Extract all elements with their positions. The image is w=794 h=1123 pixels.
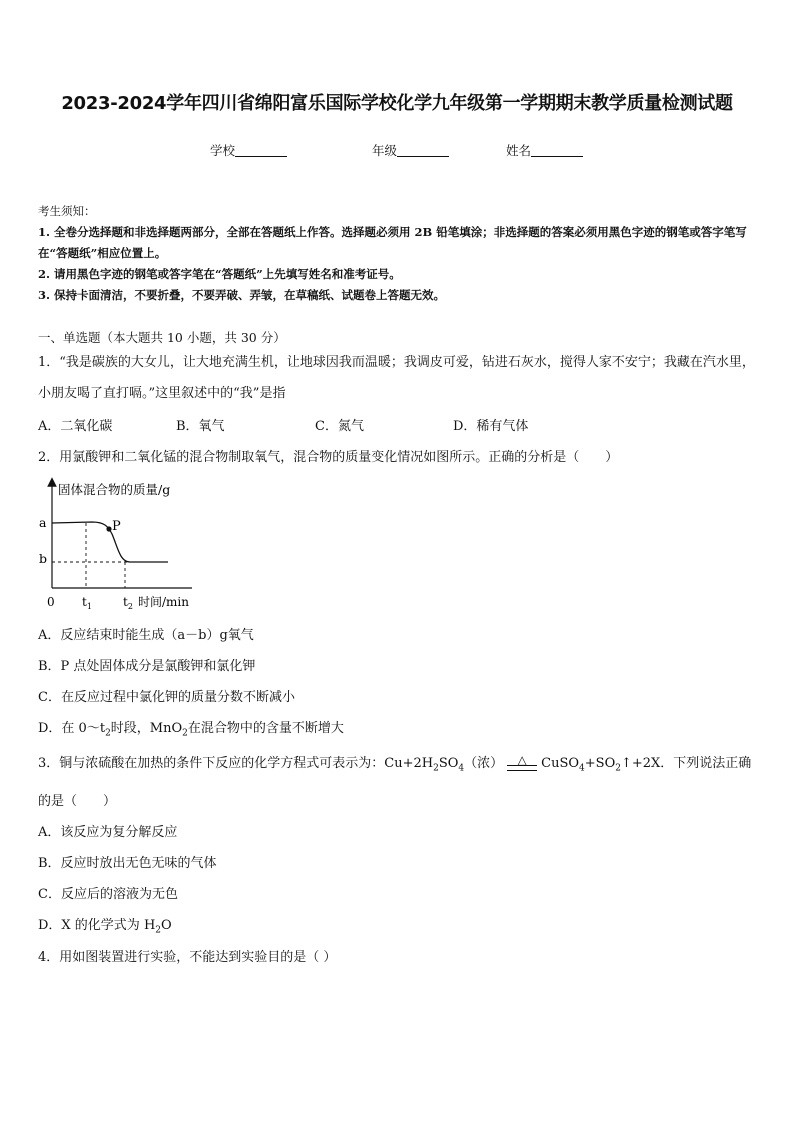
q3-option-b[interactable]: B．反应时放出无色无味的气体 — [38, 856, 217, 871]
a-label: a — [39, 515, 47, 530]
grade-field — [372, 141, 449, 159]
q1-option-a[interactable]: A．二氧化碳 — [38, 419, 113, 434]
q1-option-b[interactable]: B．氧气 — [176, 419, 225, 434]
q2-option-d[interactable]: D．在 $0\sim t_2$时段，MnO$_2$在混合物中的含量不断增大 — [38, 721, 344, 739]
t2-label: $t_2$ — [123, 595, 133, 611]
q3-option-d[interactable]: D．X 的化学式为 $H_2O$ — [38, 918, 172, 936]
name-field — [506, 141, 583, 159]
q3-option-a[interactable]: A．该反应为复分解反应 — [38, 825, 178, 840]
name-blank[interactable] — [531, 144, 583, 157]
section-heading: 一、单选题（本大题共 10 小题，共 30 分） — [38, 330, 286, 345]
q2-option-a[interactable]: A．反应结束时能生成（a－b）g氧气 — [38, 628, 254, 643]
origin-label: 0 — [47, 595, 55, 609]
heat-reaction-sign: △ — [505, 756, 539, 771]
y-axis-label: 固体混合物的质量/g — [58, 482, 171, 497]
grade-label: 年级 — [372, 143, 398, 158]
x-axis-label: 时间/min — [138, 595, 189, 609]
notice-item-2: 2. 请用黑色字迹的钢笔或答字笔在“答题纸”上先填写姓名和准考证号。 — [38, 267, 401, 281]
point-p — [106, 526, 111, 531]
question-1-stem: 1．“我是碳族的大女儿，让大地充满生机，让地球因我而温暖；我调皮可爱，钻进石灰水，搅得人家不安宁；我藏在汽水里，小朋友喝了直打嗝。”这里叙述中的“我”是指 — [38, 355, 755, 401]
q2-option-c[interactable]: C．在反应过程中氯化钾的质量分数不断减小 — [38, 690, 295, 705]
t1-label: $t_1$ — [82, 595, 92, 611]
exam-title: 2023-2024学年四川省绵阳富乐国际学校化学九年级第一学期期末教学质量检测试题 — [61, 93, 733, 114]
name-label: 姓名 — [506, 143, 532, 158]
q2-option-b[interactable]: B．P 点处固体成分是氯酸钾和氯化钾 — [38, 659, 256, 674]
q3-option-c[interactable]: C．反应后的溶液为无色 — [38, 887, 178, 902]
notice-item-1: 1. 全卷分选择题和非选择题两部分，全部在答题纸上作答。选择题必须用 2B 铅笔填涂；非选择题的答案必须用黑色字迹的钢笔或答字笔写在“答题纸”相应位置上。 — [38, 225, 747, 260]
q1-option-d[interactable]: D．稀有气体 — [453, 419, 529, 434]
notice-heading: 考生须知： — [38, 204, 96, 218]
question-3-stem-line2: 的是（ ） — [38, 794, 117, 809]
q1-option-c[interactable]: C．氮气 — [315, 419, 364, 434]
question-4-stem: 4．用如图装置进行实验，不能达到实验目的是（ ） — [38, 950, 337, 965]
question-3-stem: 3．铜与浓硫酸在加热的条件下反应的化学方程式可表示为：$Cu+2H_2SO_4$（浓） △ $CuSO_4+SO_2↑+2X$．下列说法正确 — [38, 753, 752, 774]
school-field — [210, 141, 287, 159]
question-1-options — [38, 415, 528, 434]
b-label: b — [39, 551, 48, 566]
exam-notice — [38, 201, 758, 306]
question-2-stem: 2．用氯酸钾和二氧化锰的混合物制取氧气，混合物的质量变化情况如图所示。正确的分析是（ ） — [38, 450, 619, 465]
notice-item-3: 3. 保持卡面清洁，不要折叠，不要弄破、弄皱，在草稿纸、试题卷上答题无效。 — [38, 288, 446, 302]
p-label: P — [112, 519, 121, 534]
school-label: 学校 — [210, 143, 236, 158]
mass-time-graph — [30, 476, 210, 616]
school-blank[interactable] — [235, 144, 287, 157]
grade-blank[interactable] — [397, 144, 449, 157]
